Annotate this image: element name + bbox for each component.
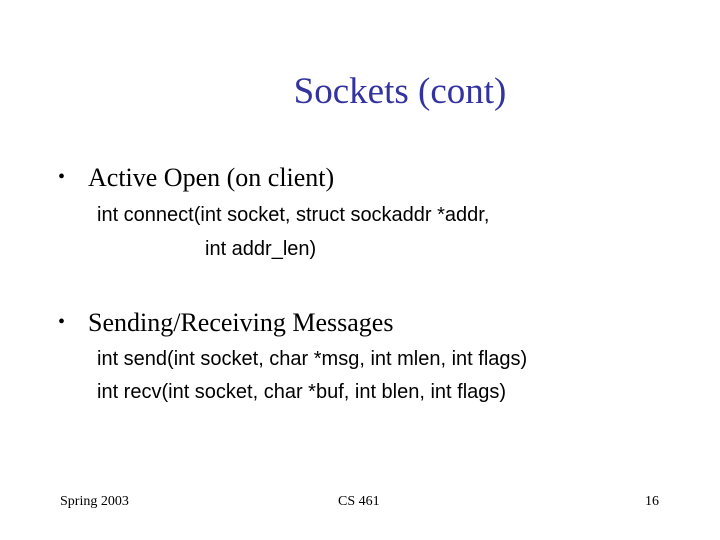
code-line-recv: int recv(int socket, char *buf, int blen, int flags) [97, 381, 507, 403]
bullet-marker: • [58, 166, 66, 188]
footer-date: Spring 2003 [60, 494, 129, 509]
code-line-send: int send(int socket, char *msg, int mlen, int flags) [97, 348, 528, 370]
bullet-sending-receiving [58, 308, 393, 338]
bullet-marker: • [58, 311, 66, 333]
bullet-text: Sending/Receiving Messages [88, 308, 394, 337]
code-line-connect-1: int connect(int socket, struct sockaddr *addr, [97, 204, 490, 226]
footer-course: CS 461 [338, 494, 380, 509]
slide-title: Sockets (cont) [293, 71, 507, 112]
bullet-text: Active Open (on client) [88, 163, 335, 192]
bullet-active-open [58, 163, 334, 193]
footer-page-number: 16 [645, 494, 659, 509]
code-line-connect-2: int addr_len) [205, 238, 317, 260]
